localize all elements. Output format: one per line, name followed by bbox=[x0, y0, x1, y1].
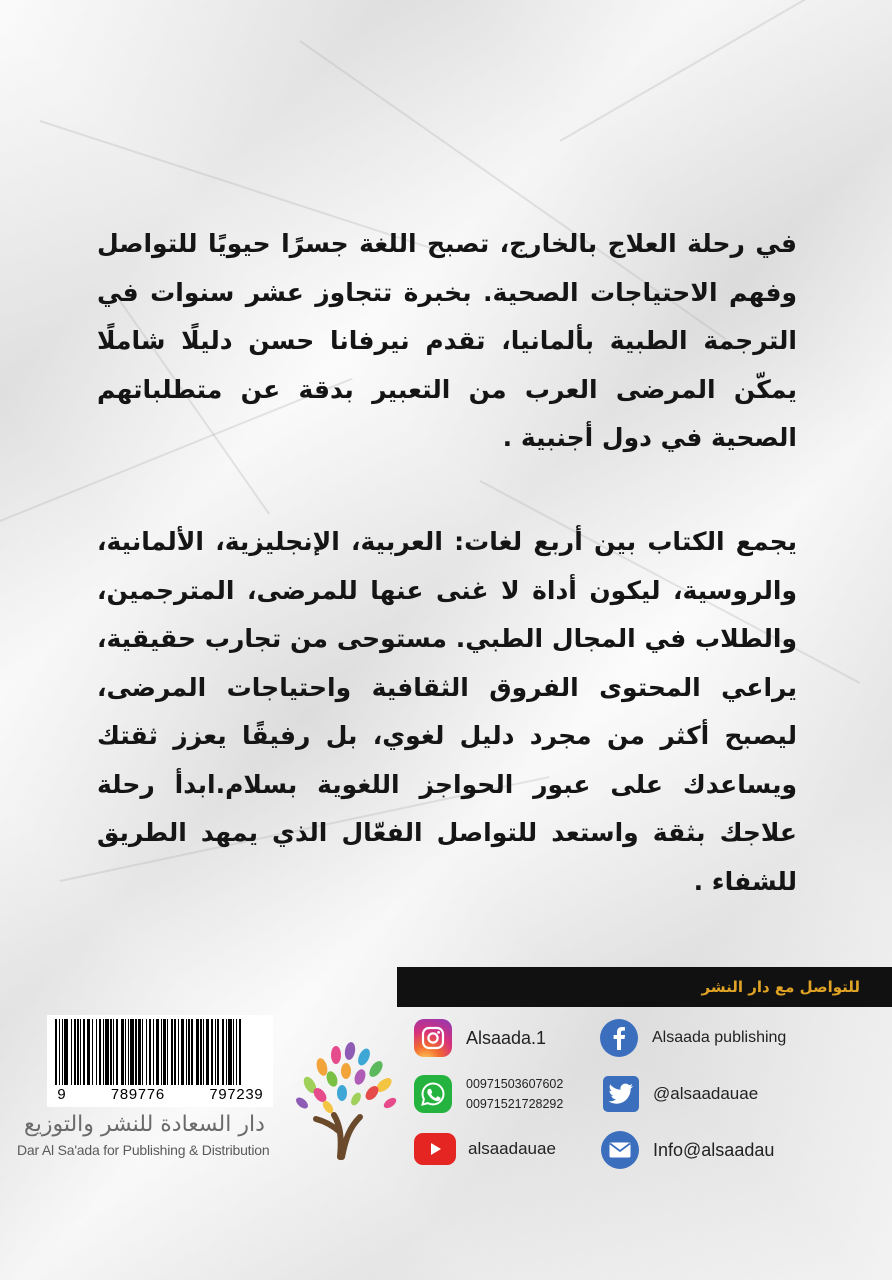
barcode-bar bbox=[236, 1019, 237, 1085]
publisher-name-english: Dar Al Sa'ada for Publishing & Distribution bbox=[17, 1142, 270, 1158]
barcode-bar bbox=[83, 1019, 85, 1085]
barcode-bar bbox=[130, 1019, 134, 1085]
twitter-icon bbox=[603, 1076, 639, 1112]
barcode-bar bbox=[163, 1019, 165, 1085]
instagram-icon bbox=[414, 1019, 452, 1057]
barcode-bar bbox=[233, 1019, 234, 1085]
barcode-bar bbox=[217, 1019, 218, 1085]
isbn-group-2: 797239 bbox=[208, 1087, 263, 1104]
whatsapp-icon bbox=[414, 1075, 452, 1113]
whatsapp-contact[interactable] bbox=[414, 1074, 563, 1114]
twitter-contact[interactable] bbox=[603, 1076, 758, 1112]
whatsapp-numbers bbox=[466, 1074, 563, 1114]
barcode-bar bbox=[226, 1019, 227, 1085]
barcode-bar bbox=[203, 1019, 204, 1085]
barcode-bar bbox=[181, 1019, 185, 1085]
barcode-bar bbox=[105, 1019, 109, 1085]
youtube-contact[interactable] bbox=[414, 1133, 556, 1165]
twitter-handle: @alsaadauae bbox=[653, 1084, 759, 1103]
barcode-bar bbox=[196, 1019, 198, 1085]
barcode-bar bbox=[174, 1019, 176, 1085]
barcode-bar bbox=[239, 1019, 241, 1085]
barcode-bar bbox=[200, 1019, 201, 1085]
isbn-barcode bbox=[47, 1015, 273, 1107]
barcode-bars bbox=[55, 1019, 265, 1085]
barcode-bar bbox=[138, 1019, 140, 1085]
barcode-bar bbox=[146, 1019, 147, 1085]
barcode-bar bbox=[191, 1019, 193, 1085]
barcode-bar bbox=[211, 1019, 213, 1085]
barcode-bar bbox=[161, 1019, 162, 1085]
email-contact[interactable] bbox=[601, 1131, 774, 1169]
barcode-bar bbox=[92, 1019, 93, 1085]
contact-header-label: للتواصل مع دار النشر bbox=[701, 978, 860, 996]
barcode-bar bbox=[74, 1019, 76, 1085]
barcode-bar bbox=[153, 1019, 154, 1085]
barcode-bar bbox=[215, 1019, 216, 1085]
barcode-bar bbox=[99, 1019, 101, 1085]
description-paragraph-2: يجمع الكتاب بين أربع لغات: العربية، الإنجليزية، الألمانية، والروسية، ليكون أداة لا غنى عنها للمرضى، المترجمين، والطلاب في المجال الطبي. مستوحى من تجارب حقيقية، يراعي المحتوى الفروق الثقافية واحتياجات المرضى، ليصبح أكثر من مجرد دليل لغوي، بل رفيقًا يعزز ثقتك ويساعدك على عبور الحواجز اللغوية بسلام.ابدأ رحلة علاجك بثقة واستعد للتواصل الفعّال الذي يمهد الطريق للشفاء . bbox=[97, 527, 797, 896]
youtube-icon bbox=[414, 1133, 456, 1165]
barcode-bar bbox=[110, 1019, 111, 1085]
barcode-bar bbox=[87, 1019, 91, 1085]
isbn-digits bbox=[55, 1087, 265, 1104]
isbn-group-1: 789776 bbox=[110, 1087, 165, 1104]
barcode-bar bbox=[156, 1019, 160, 1085]
publisher-name-arabic: دار السعادة للنشر والتوزيع bbox=[24, 1112, 265, 1137]
barcode-bar bbox=[116, 1019, 118, 1085]
barcode-bar bbox=[71, 1019, 72, 1085]
barcode-bar bbox=[55, 1019, 57, 1085]
barcode-bar bbox=[113, 1019, 114, 1085]
barcode-bar bbox=[80, 1019, 81, 1085]
barcode-bar bbox=[228, 1019, 232, 1085]
whatsapp-number-1: 00971503607602 bbox=[466, 1077, 564, 1091]
barcode-bar bbox=[222, 1019, 224, 1085]
isbn-prefix: 9 bbox=[57, 1087, 67, 1104]
barcode-bar bbox=[186, 1019, 187, 1085]
email-address: Info@alsaadau bbox=[653, 1139, 775, 1160]
youtube-handle: alsaadauae bbox=[468, 1139, 556, 1158]
facebook-contact[interactable] bbox=[600, 1019, 786, 1057]
barcode-bar bbox=[171, 1019, 172, 1085]
facebook-icon bbox=[600, 1019, 638, 1057]
email-icon bbox=[601, 1131, 639, 1169]
barcode-bar bbox=[62, 1019, 63, 1085]
instagram-contact[interactable] bbox=[414, 1019, 546, 1057]
barcode-bar bbox=[149, 1019, 151, 1085]
instagram-handle: Alsaada.1 bbox=[466, 1027, 547, 1048]
whatsapp-number-2: 00971521728292 bbox=[466, 1097, 564, 1111]
barcode-bar bbox=[206, 1019, 210, 1085]
barcode-bar bbox=[64, 1019, 68, 1085]
barcode-bar bbox=[96, 1019, 97, 1085]
barcode-bar bbox=[135, 1019, 136, 1085]
barcode-bar bbox=[77, 1019, 78, 1085]
contact-publisher-header bbox=[397, 967, 892, 1007]
barcode-bar bbox=[121, 1019, 123, 1085]
barcode-bar bbox=[125, 1019, 126, 1085]
barcode-bar bbox=[128, 1019, 129, 1085]
description-paragraph-1: في رحلة العلاج بالخارج، تصبح اللغة جسرًا حيويًا للتواصل وفهم الاحتياجات الصحية. بخبرة تتجاوز عشر سنوات في الترجمة الطبية بألمانيا، تقدم نيرفانا حسن دليلًا شاملًا يمكّن المرضى العرب من التعبير بدقة عن متطلباتهم الصحية في دول أجنبية . bbox=[97, 229, 797, 452]
barcode-bar bbox=[103, 1019, 104, 1085]
barcode-bar bbox=[59, 1019, 60, 1085]
barcode-bar bbox=[167, 1019, 168, 1085]
barcode-bar bbox=[178, 1019, 179, 1085]
barcode-bar bbox=[188, 1019, 189, 1085]
barcode-bar bbox=[142, 1019, 143, 1085]
facebook-handle: Alsaada publishing bbox=[652, 1029, 787, 1046]
